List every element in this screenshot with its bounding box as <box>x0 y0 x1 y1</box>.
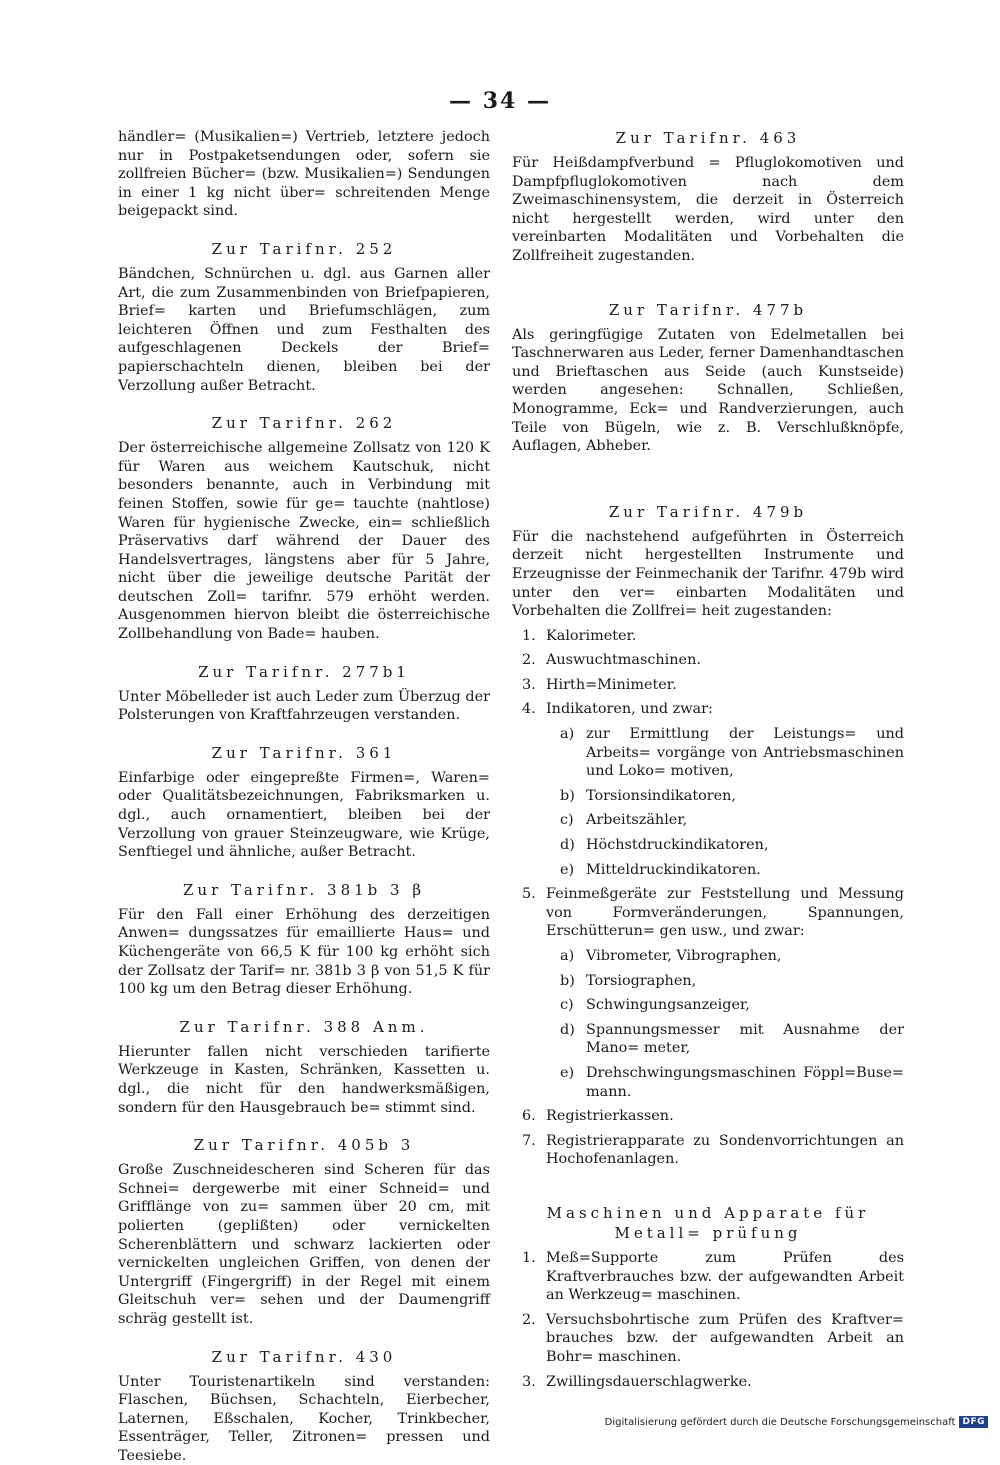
section-heading: Zur Tarifnr. 388 Anm. <box>118 1017 490 1037</box>
section-text: Hierunter fallen nicht verschieden tarifierte Werkzeuge in Kasten, Schränken, Kassetten u. dgl., die nicht für den handwerksmäßigen, sondern für den Hausgebrauch be= stimmt sind. <box>118 1043 490 1117</box>
section-text: Unter Touristenartikeln sind verstanden: Flaschen, Büchsen, Schachteln, Eierbecher, Laternen, Eßschalen, Kocher, Trinkbecher, Essenträger, Teller, Zitronen= pressen und Teesiebe. <box>118 1373 490 1465</box>
metal-testing-list <box>512 1249 904 1391</box>
sub-list-item: e) Mitteldruckindikatoren. <box>546 861 904 880</box>
list-item: 2. Versuchsbohrtische zum Prüfen des Kraftver= brauches bzw. der aufgewandten Arbeit an Bohr= maschinen. <box>512 1311 904 1367</box>
section-heading: Zur Tarifnr. 361 <box>118 743 490 763</box>
section-text: Unter Möbelleder ist auch Leder zum Überzug der Polsterungen von Kraftfahrzeugen verstanden. <box>118 688 490 725</box>
list-item: 6. Registrierkassen. <box>512 1107 904 1126</box>
right-column <box>512 128 904 1397</box>
section-text: Der österreichische allgemeine Zollsatz von 120 K für Waren aus weichem Kautschuk, nicht besonders benannte, auch in Verbindung mit feinen Stoffen, sowie für ge= tauchte (nahtlose) Waren für hygienische Zwecke, ein= schließlich Präservativs darf während der Dauer des Handelsvertrages, längstens aber für 5 Jahre, nicht über die jeweilige deutsche Parität der deutschen Zoll= tarifnr. 579 erhöht werden. Ausgenommen hiervon bleibt die österreichische Zollbehandlung von Bade= hauben. <box>118 439 490 644</box>
dfg-logo: DFG <box>959 1416 988 1428</box>
section-text: Einfarbige oder eingepreßte Firmen=, Waren= oder Qualitätsbezeichnungen, Fabriksmarken u. dgl., auch ornamentiert, bleiben bei der Verzollung von grauer Steinzeugware, wie Krüge, Senftiegel und ähnliche, außer Betracht. <box>118 769 490 862</box>
sub-list-item: b) Torsionsindikatoren, <box>546 787 904 806</box>
section-text: Für die nachstehend aufgeführten in Österreich derzeit nicht hergestellten Instrumente und Erzeugnisse der Feinmechanik der Tarifnr. 479b wird unter den ver= einbarten Modalitäten und Vorbehalten die Zollfrei= heit zugestanden: <box>512 528 904 621</box>
sub-list-item: d) Höchstdruckindikatoren, <box>546 836 904 855</box>
left-column <box>118 128 490 1465</box>
section-heading: Zur Tarifnr. 477b <box>512 300 904 320</box>
list-item: 7. Registrierapparate zu Sondenvorrichtungen an Hochofenanlagen. <box>512 1132 904 1169</box>
section-text: Für Heißdampfverbund = Pfluglokomotiven und Dampfpfluglokomotiven nach dem Zweimaschinensystem, die derzeit in Österreich nicht hergestellt werden, wird unter den vereinbarten Modalitäten und Vorbehalten die Zollfreiheit zugestanden. <box>512 154 904 266</box>
section-heading: Zur Tarifnr. 430 <box>118 1347 490 1367</box>
section-heading: Zur Tarifnr. 262 <box>118 413 490 433</box>
instrument-list <box>512 627 904 1169</box>
section-heading: Zur Tarifnr. 381b 3 β <box>118 880 490 900</box>
section-heading: Zur Tarifnr. 405b 3 <box>118 1135 490 1155</box>
section-text: Bändchen, Schnürchen u. dgl. aus Garnen aller Art, die zum Zusammenbinden von Briefpapieren, Brief= karten und Briefumschlägen, zum leichteren Öffnen und zum Festhalten des aufgeschlagenen Deckels der Brief= papierschachteln dienen, bleiben bei der Verzollung außer Betracht. <box>118 265 490 395</box>
list-item: 3. Hirth=Minimeter. <box>512 676 904 695</box>
sub-list-item: a) Vibrometer, Vibrographen, <box>546 947 904 966</box>
footer-text: Digitalisierung gefördert durch die Deutsche Forschungsgemeinschaft <box>605 1417 956 1428</box>
section-heading: Zur Tarifnr. 479b <box>512 502 904 522</box>
sub-list-item: e) Drehschwingungsmaschinen Föppl=Buse= mann. <box>546 1064 904 1101</box>
list-item: 3. Zwillingsdauerschlagwerke. <box>512 1373 904 1392</box>
list-item: 1. Kalorimeter. <box>512 627 904 646</box>
section-text: Große Zuschneidescheren sind Scheren für das Schnei= dergewerbe mit einer Schneid= und Grifflänge von zu= sammen über 20 cm, mit polierten (geplißten) oder vernickelten Scherenblättern und schwarz lackierten oder vernickelten ungleichen Griffen, von denen der Untergriff (Fingergriff) in der Regel mit einem Gleitschuh ver= sehen und der Daumengriff schräg gestellt ist. <box>118 1161 490 1328</box>
section-heading: Maschinen und Apparate für Metall= prüfung <box>512 1203 904 1243</box>
section-text: Als geringfügige Zutaten von Edelmetallen bei Taschnerwaren aus Leder, ferner Damenhandtaschen und Brieftaschen aus Seide (auch Kunstseide) werden angesehen: Schnallen, Schließen, Monogramme, Eck= und Randverzierungen, auch Teile von Bügeln, wie z. B. Verschlußknöpfe, Auflagen, Abheber. <box>512 326 904 456</box>
sub-list <box>546 947 904 1101</box>
page-number: — 34 — <box>440 88 560 114</box>
intro-paragraph: händler= (Musikalien=) Vertrieb, letztere jedoch nur in Postpaketsendungen oder, sofern sie zollfreien Bücher= (bzw. Musikalien=) Sendungen in einer 1 kg nicht über= schreitenden Menge beigepackt sind. <box>118 128 490 221</box>
list-item: 1. Meß=Supporte zum Prüfen des Kraftverbrauches bzw. der aufgewandten Arbeit an Werkzeug= maschinen. <box>512 1249 904 1305</box>
list-item: 5. Feinmeßgeräte zur Feststellung und Messung von Formveränderungen, Spannungen, Erschütterun= gen usw., und zwar: a) Vibrometer, Vibrographen, b) Torsiographen, c) Schwingungsanzeiger, d) Spannungsmesser mit Ausnahme der Mano= meter, e) Drehschwingungsmaschinen Föppl=Buse= mann. <box>512 885 904 1101</box>
section-heading: Zur Tarifnr. 252 <box>118 239 490 259</box>
section-heading: Zur Tarifnr. 277b1 <box>118 662 490 682</box>
footer <box>605 1416 988 1428</box>
list-item: 4. Indikatoren, und zwar: a) zur Ermittlung der Leistungs= und Arbeits= vorgänge von Antriebsmaschinen und Loko= motiven, b) Torsionsindikatoren, c) Arbeitszähler, d) Höchstdruckindikatoren, e) Mitteldruckindikatoren. <box>512 700 904 879</box>
sub-list-item: c) Schwingungsanzeiger, <box>546 996 904 1015</box>
sub-list <box>546 725 904 879</box>
sub-list-item: d) Spannungsmesser mit Ausnahme der Mano= meter, <box>546 1021 904 1058</box>
section-heading: Zur Tarifnr. 463 <box>512 128 904 148</box>
list-item: 2. Auswuchtmaschinen. <box>512 651 904 670</box>
section-text: Für den Fall einer Erhöhung des derzeitigen Anwen= dungssatzes für emaillierte Haus= und Küchengeräte von 66,5 K für 100 kg erhöht sich der Zollsatz der Tarif= nr. 381b 3 β von 51,5 K für 100 kg um den Betrag dieser Erhöhung. <box>118 906 490 999</box>
sub-list-item: b) Torsiographen, <box>546 972 904 991</box>
sub-list-item: c) Arbeitszähler, <box>546 811 904 830</box>
sub-list-item: a) zur Ermittlung der Leistungs= und Arbeits= vorgänge von Antriebsmaschinen und Loko= motiven, <box>546 725 904 781</box>
